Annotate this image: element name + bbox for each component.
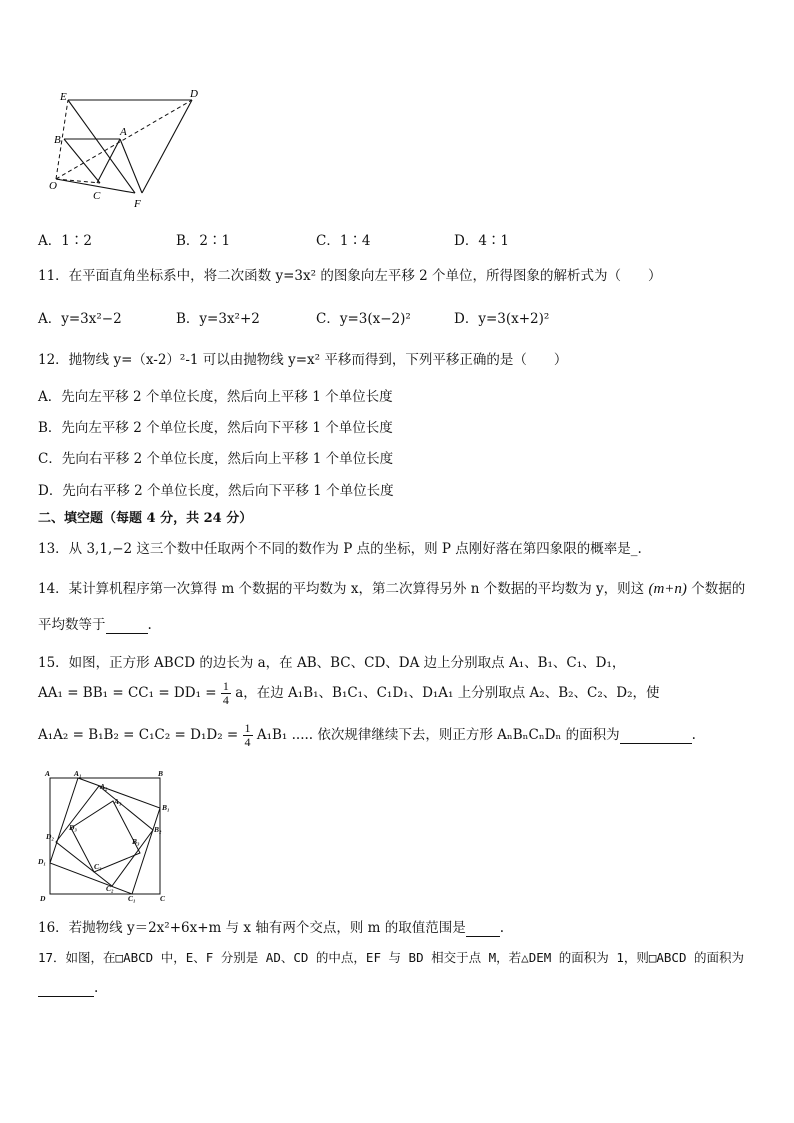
fig15-label-D: D [40,894,46,903]
fig15-label-A1: A₁ [74,769,82,778]
q16-line: 16．若抛物线 y＝2x²+6x+m 与 x 轴有两个交点，则 m 的取值范围是 . [38,920,505,936]
q16-text: 16．若抛物线 y＝2x²+6x+m 与 x 轴有两个交点，则 m 的取值范围是 [38,920,466,936]
q15-fraction-2: $\frac{1}{4}$ [244,721,251,749]
fig15-label-A: A [45,769,51,778]
fig10-label-A: A [120,126,127,138]
fig15-label-C2: C₂ [106,884,114,893]
q15-line1: 15．如图，正方形 ABCD 的边长为 a，在 AB、BC、CD、DA 边上分别取点 A₁、B₁、C₁、D₁， [38,655,626,671]
section-title: 二、填空题（每题 4 分，共 24 分） [38,511,253,526]
q14-line1 [38,577,745,598]
q17-line1: 17．如图，在□ABCD 中，E、F 分别是 AD、CD 的中点，EF 与 BD 相交于点 M，若△DEM 的面积为 1，则□ABCD 的面积为 [38,950,745,965]
q15-line2 [38,680,660,707]
fig15-label-C1: C₁ [128,894,136,903]
q14-text: 14．某计算机程序第一次算得 m 个数据的平均数为 x，第二次算得另外 n 个数据的平均数为 y，则这 [38,581,645,597]
q13-text: 13．从 3,1,−2 这三个数中任取两个不同的数作为 P 点的坐标，则 P 点刚好落在第四象限的概率是_. [38,541,642,557]
fig15-label-D2: D₂ [46,832,55,841]
q15-line3: A₁A₂ = B₁B₂ = C₁C₂ = D₁D₂ = $\frac{1}{4}$ A₁B₁ ..... 依次规律继续下去，则正方形 AₙBₙCₙDₙ 的面积为 . [38,721,696,749]
q17-answer-blank[interactable] [38,980,94,997]
fig10-label-O: O [49,180,57,192]
fig15-label-A2: A₂ [100,782,108,791]
fig10-label-F: F [134,198,141,210]
fig15-label-D3: D₃ [69,823,78,832]
q12-option-b: B．先向左平移 2 个单位长度，然后向下平移 1 个单位长度 [38,420,393,436]
q14-line2: 平均数等于 . [38,617,152,633]
q15-line3-tail: A₁B₁ ..... 依次规律继续下去，则正方形 AₙBₙCₙDₙ 的面积为 [256,727,620,743]
q17-period: . [94,980,99,996]
q15-line2-tail: a，在边 A₁B₁、B₁C₁、C₁D₁、D₁A₁ 上分别取点 A₂、B₂、C₂、D₂，使 [235,685,660,701]
fig15-label-C3: C₃ [94,862,102,871]
q10-option-b: B．2∶1 [176,233,231,249]
fig15-label-B3: B₃ [132,837,140,846]
q10-option-a: A．1∶2 [38,233,92,249]
q12-stem: 12．抛物线 y=（x-2）²-1 可以由抛物线 y=x² 平移而得到，下列平移正确的是（ ） [38,352,568,368]
fig10-label-D: D [190,88,198,100]
q11-stem: 11．在平面直角坐标系中，将二次函数 y=3x² 的图象向左平移 2 个单位，所得图象的解析式为（ ） [38,268,662,284]
q15-answer-blank[interactable] [620,727,692,744]
q12-option-c: C．先向右平移 2 个单位长度，然后向上平移 1 个单位长度 [38,451,394,467]
fig15-label-C: C [160,894,166,903]
q15-fraction: $\frac{1}{4}$ [222,679,229,707]
q15-eq1: AA₁ = BB₁ = CC₁ = DD₁ = [38,685,217,701]
fig15-label-A3: A₃ [114,797,122,806]
q10-option-c: C．1∶4 [316,233,371,249]
q14-mn: (m+n) [648,581,687,597]
fig15-label-B2: B₂ [154,825,162,834]
q10-figure [40,85,210,215]
q11-option-b: B．y=3x²+2 [176,311,260,327]
q14-answer-blank[interactable] [106,617,148,634]
q15-figure [36,768,168,902]
q15-eq2: A₁A₂ = B₁B₂ = C₁C₂ = D₁D₂ = [38,727,239,743]
q10-option-d: D．4∶1 [454,233,510,249]
q12-option-a: A．先向左平移 2 个单位长度，然后向上平移 1 个单位长度 [38,389,393,405]
fig15-label-B: B [158,769,164,778]
q11-option-d: D．y=3(x+2)² [454,311,550,327]
fig15-label-B1: B₁ [162,803,170,812]
fig10-label-E: E [60,91,67,103]
q11-option-a: A．y=3x²−2 [38,311,122,327]
q12-option-d: D．先向右平移 2 个单位长度，然后向下平移 1 个单位长度 [38,483,394,499]
q17-line2 [38,980,98,997]
q11-option-c: C．y=3(x−2)² [316,311,411,327]
q14-text-end: 个数据的 [691,581,746,597]
q14-text-2: 平均数等于 [38,617,106,633]
q16-answer-blank[interactable] [466,920,500,937]
fig10-label-C: C [93,190,101,202]
fig10-label-B: B [54,134,61,146]
fig15-label-D1: D₁ [38,857,47,866]
